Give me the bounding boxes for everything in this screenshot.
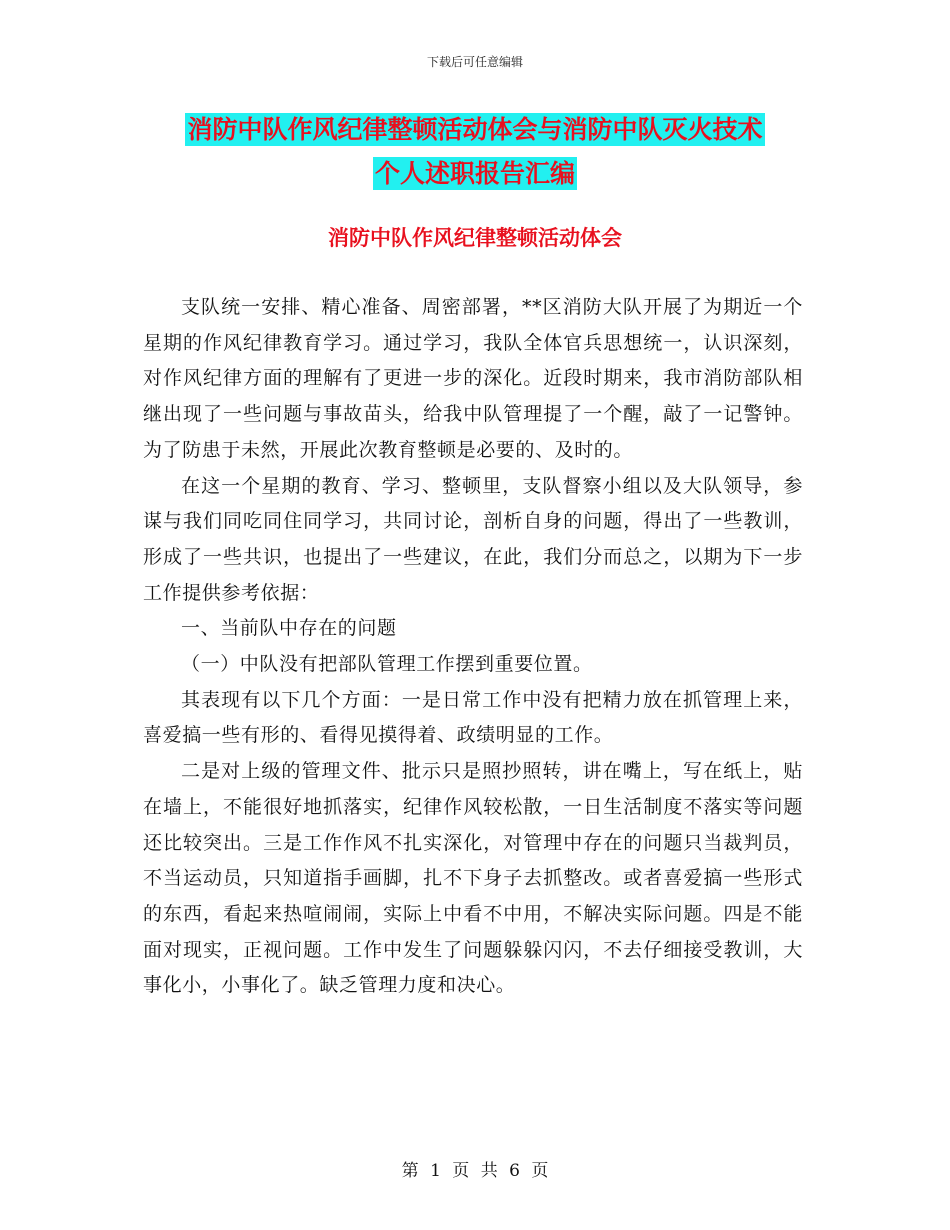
- document-title-text-2: 个人述职报告汇编: [374, 159, 575, 188]
- paragraph: 二是对上级的管理文件、批示只是照抄照转，讲在嘴上，写在纸上，贴在墙上，不能很好地抓落实，纪律作风较松散，一日生活制度不落实等问题还比较突出。三是工作作风不扎实深化，对管理中存在的问题只当裁判员，不当运动员，只知道指手画脚，扎不下身子去抓整改。或者喜爱搞一些形式的东西，看起来热喧闹闹，实际上中看不中用，不解决实际问题。四是不能面对现实，正视问题。工作中发生了问题躲躲闪闪，不去仔细接受教训，大事化小，小事化了。缺乏管理力度和决心。: [143, 760, 803, 997]
- paragraph: 在这一个星期的教育、学习、整顿里，支队督察小组以及大队领导，参谋与我们同吃同住同学习，共同讨论，剖析自身的问题，得出了一些教训，形成了一些共识，也提出了一些建议，在此，我们分而总之，以期为下一步工作提供参考依据：: [143, 474, 803, 604]
- section-title: 消防中队作风纪律整顿活动体会: [328, 226, 622, 250]
- paragraph: 其表现有以下几个方面：一是日常工作中没有把精力放在抓管理上来，喜爱搞一些有形的、看得见摸得着、政绩明显的工作。: [143, 688, 803, 747]
- header-note: 下载后可任意编辑: [426, 55, 523, 69]
- heading-level-2: （一）中队没有把部队管理工作摆到重要位置。: [181, 653, 593, 676]
- heading-level-1: 一、当前队中存在的问题: [181, 617, 397, 640]
- document-title-text-1: 消防中队作风纪律整顿活动体会与消防中队灭火技术: [187, 115, 763, 144]
- document-title-line-2: [0, 157, 950, 191]
- document-body: [143, 290, 803, 1004]
- page-number-footer: 第 1 页 共 6 页: [401, 1161, 549, 1181]
- document-title-line-1: [0, 113, 950, 147]
- paragraph: 支队统一安排、精心准备、周密部署，**区消防大队开展了为期近一个星期的作风纪律教育学习。通过学习，我队全体官兵思想统一，认识深刻，对作风纪律方面的理解有了更进一步的深化。近段时期来，我市消防部队相继出现了一些问题与事故苗头，给我中队管理提了一个醒，敲了一记警钟。为了防患于未然，开展此次教育整顿是必要的、及时的。: [143, 296, 803, 461]
